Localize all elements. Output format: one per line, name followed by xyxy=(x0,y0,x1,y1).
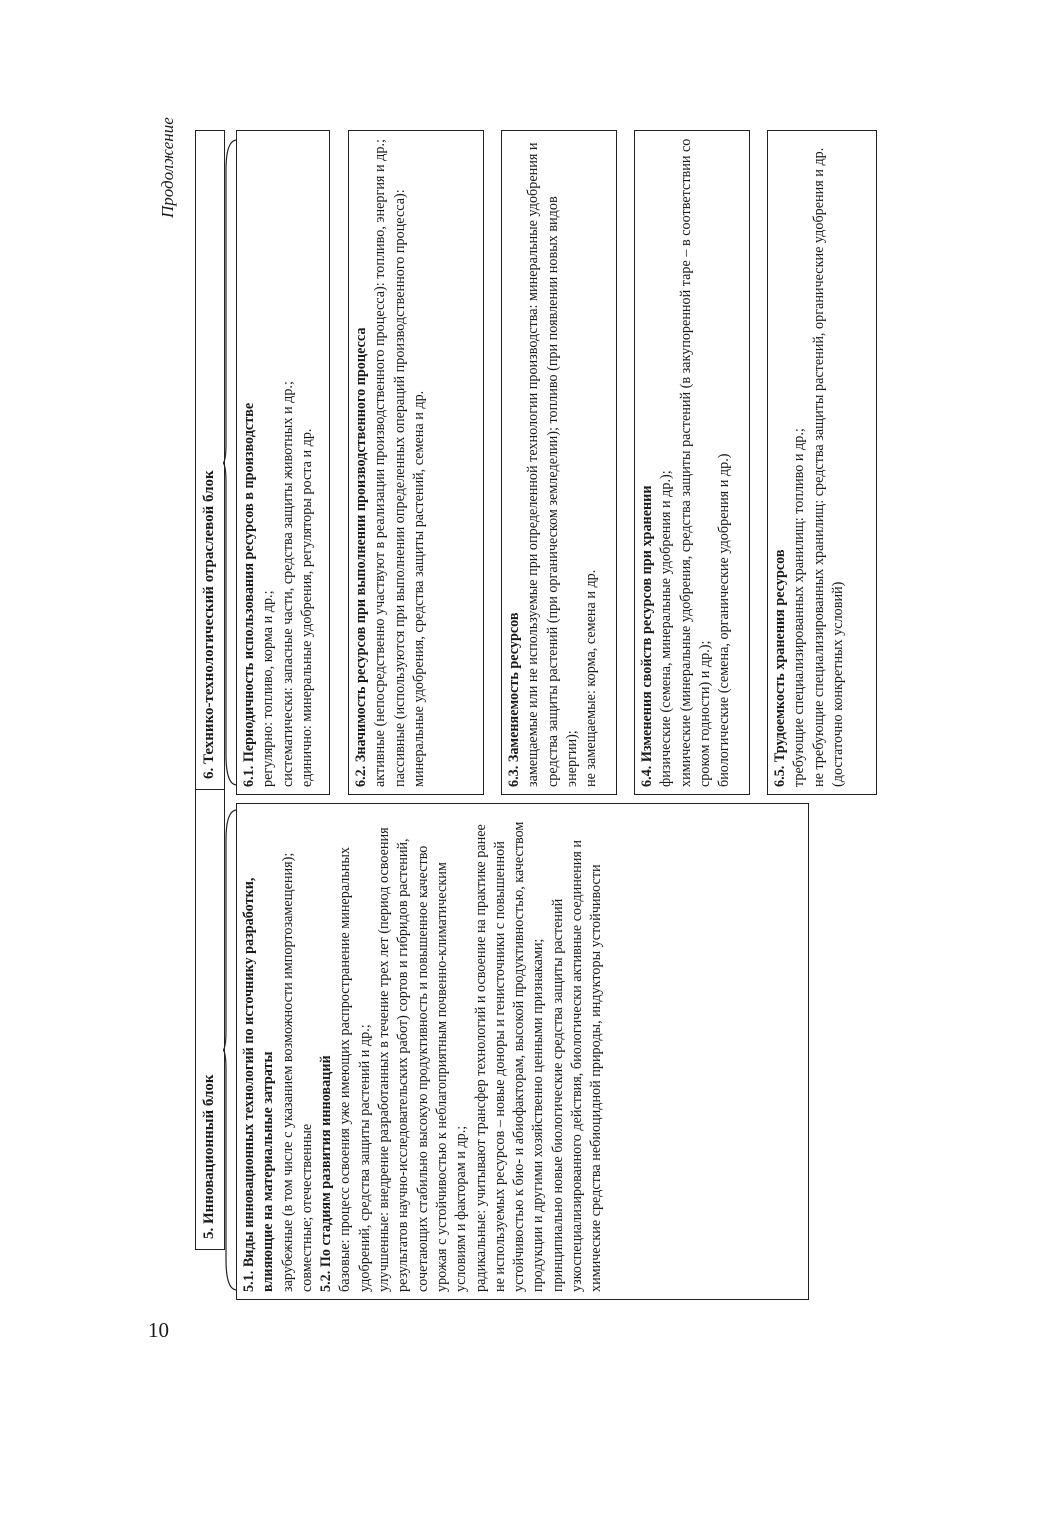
section-6-2-heading: 6.2. Значимость ресурсов при выполнении производственного процесса xyxy=(353,327,369,787)
continued-label: Продолжение xyxy=(158,117,177,218)
section-5-1-box xyxy=(236,803,809,1300)
section-6-1-line: единично: минеральные удобрения, регуляторы роста и др. xyxy=(298,428,315,787)
section-6-2-box xyxy=(348,130,484,795)
section-6-3-heading: 6.3. Заменяемость ресурсов xyxy=(506,612,522,787)
section-6-4-heading: 6.4. Изменения свойств ресурсов при хранении xyxy=(639,485,655,787)
section-5-1-line: зарубежные (в том числе с указанием возможности импортозамещения); совместные; отечественные xyxy=(279,852,315,1292)
section-6-4-line: химические (минеральные удобрения, средства защиты растений (в закупоренной таре – в соответствии со сроком годности) и др.); xyxy=(677,138,713,787)
section-6-1-line: систематически: запасные части, средства защиты животных и др.; xyxy=(279,381,296,787)
section-5-2-line: базовые: процесс освоения уже имеющих распространение минеральных удобрений, средства защиты растений и др.; xyxy=(337,846,373,1292)
section-6-5-line: не требующие специализированных хранилищ: средства защиты растений, органические удобрения и др. (достаточно конкретных условий) xyxy=(810,147,846,787)
section-6-5-line: требующие специализированных хранилищ: топливо и др.; xyxy=(791,428,808,787)
section-6-1-line: регулярно: топливо, корма и др.; xyxy=(260,590,277,787)
section-6-3-line: замещаемые или не используемые при определенной технологии производства: минеральные удобрения и средства защиты растений (при органическом земледелии); топливо (при появлении новых видов энергии); xyxy=(525,142,580,787)
page-number: 10 xyxy=(148,1318,169,1342)
block5-title: 5. Инновационный блок xyxy=(195,755,225,1250)
section-5-1-heading: 5.1. Виды инновационных технологий по источнику разработки, влияющие на материальные затраты xyxy=(241,877,277,1292)
section-6-4-box xyxy=(634,130,750,795)
section-5-2-heading: 5.2. По стадиям развития инноваций xyxy=(318,1055,335,1292)
section-6-5-heading: 6.5. Трудоемкость хранения ресурсов xyxy=(772,549,788,787)
section-6-3-line: не замещаемые: корма, семена и др. xyxy=(583,569,600,787)
section-5-2-line: принципиально новые биологические средства защиты растений узкоспециализированного действия, биологически активные соединения и химические средства небиоцидной природы, индукторы устойчивости xyxy=(549,840,605,1292)
section-6-5-box xyxy=(767,130,877,795)
rotated-table xyxy=(189,125,884,1300)
section-5-2-line: улучшенные: внедрение разработанных в течение трех лет (период освоения результатов научно-исследовательских работ) сортов и гибридов растений, сочетающих стабильно высокую продуктивность и повышенное качество урожая с устойчивостью к неблагоприятным почвенно-климатическим условиям и факторам и др.; xyxy=(376,827,470,1292)
section-6-4-line: физические (семена, минеральные удобрения и др.); xyxy=(658,470,675,787)
section-5-2-line: радикальные: учитывают трансфер технологий и освоение на практике ранее не используемых ресурсов – новые доноры и генисточники с повышенной устойчивостью к био- и абиофакторам, высокой продуктивностью, качеством продукции и другими хозяйственно ценными признаками; xyxy=(472,821,547,1292)
section-6-2-line: активные (непосредственно участвуют в реализации производственного процесса): топливо, энергия и др.; xyxy=(372,139,389,787)
section-6-1-heading: 6.1. Периодичность использования ресурсов в производстве xyxy=(241,402,257,787)
block6-title: 6. Технико-технологический отраслевой блок xyxy=(195,130,225,790)
section-6-1-box xyxy=(236,130,330,795)
section-6-3-box xyxy=(501,130,617,795)
section-6-4-line: биологические (семена, органические удобрения и др.) xyxy=(716,453,733,787)
section-6-2-line: пассивные (используются при выполнении определенных операций производственного процесса): минеральные удобрения, средства защиты растений, семена и др. xyxy=(391,189,427,787)
